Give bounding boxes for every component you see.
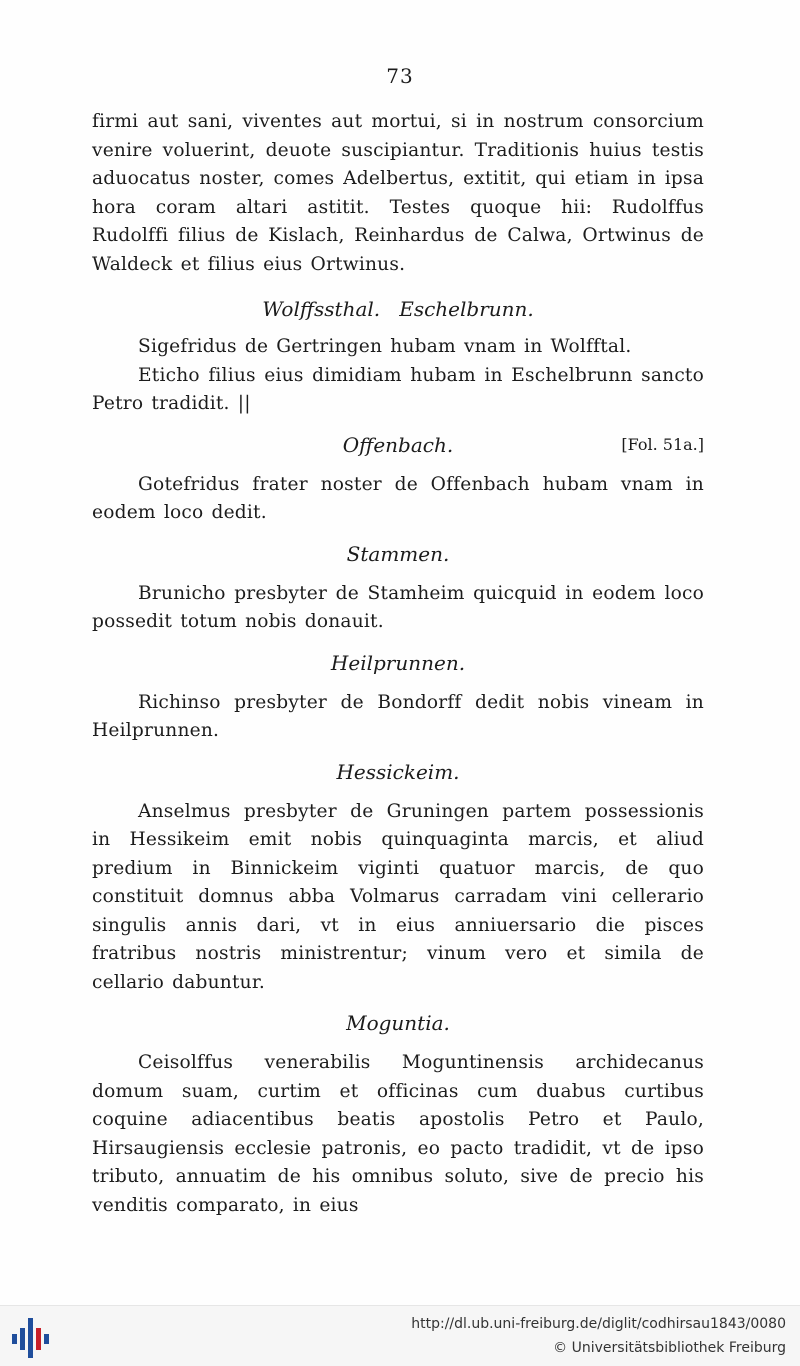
paragraph-brunicho: Brunicho presbyter de Stamheim quicquid in eodem loco possedit totum nobis donauit.	[92, 582, 704, 632]
section-heading-hessickeim: Hessickeim.	[336, 759, 460, 784]
copyright-notice: © Universitätsbibliothek Freiburg	[553, 1340, 786, 1356]
section-heading-stammen: Stammen.	[346, 541, 450, 566]
paragraph-sigefridus: Sigefridus de Gertringen hubam vnam in Wolfftal.	[138, 336, 632, 357]
folio-reference: [Fol. 51a.]	[621, 434, 704, 454]
section-heading-moguntia: Moguntia.	[346, 1011, 450, 1035]
heading-offenbach-text: Offenbach.	[342, 432, 454, 457]
paragraph-ceisolffus: Ceisolffus venerabilis Moguntinensis archidecanus domum suam, curtim et officinas cum duabus curtibus coquine adiacentibus beatis apostolis Petro et Paulo, Hirsaugiensis ecclesie patronis, eo pacto tradidit, vt de ipso tributo, annuatim de his omnibus soluto, sive de precio his venditis comparato, in eius	[92, 1052, 704, 1216]
viewer-footer	[0, 1305, 800, 1366]
page-number: 73	[386, 64, 414, 88]
section-heading-wolffssthal-eschelbrunn: Wolffssthal. Eschelbrunn.	[262, 297, 534, 321]
paragraph-anselmus: Anselmus presbyter de Gruningen partem possessionis in Hessikeim emit nobis quinquaginta marcis, et aliud predium in Binnickeim viginti quatuor marcis, de quo constituit domnus abba Volmarus carradam vini cellerario singulis annis dari, vt in eius anniuersario die pisces fratribus nostris ministrentur; vinum vero et simila de cellario dabuntur.	[92, 800, 704, 993]
paragraph-eticho: Eticho filius eius dimidiam hubam in Eschelbrunn sancto Petro tradidit. ||	[92, 364, 704, 414]
paragraph-richinso: Richinso presbyter de Bondorff dedit nobis vineam in Heilprunnen.	[92, 691, 704, 741]
permalink-url[interactable]: http://dl.ub.uni-freiburg.de/diglit/codhirsau1843/0080	[411, 1316, 786, 1332]
paragraph-continuation: firmi aut sani, viventes aut mortui, si in nostrum consorcium venire voluerint, deuote suscipiantur. Traditionis huius testis aduocatus noster, comes Adelbertus, extitit, qui etiam in ipsa hora coram altari astitit. Testes quoque hii: Rudolffus Rudolffi filius de Kislach, Reinhardus de Calwa, Ortwinus de Waldeck et filius eius Ortwinus.	[92, 111, 704, 275]
section-heading-heilprunnen: Heilprunnen.	[330, 650, 466, 675]
section-heading-offenbach	[92, 427, 704, 463]
paragraph-gotefridus: Gotefridus frater noster de Offenbach hubam vnam in eodem loco dedit.	[92, 473, 704, 523]
page-content	[92, 108, 704, 1220]
ub-freiburg-logo-icon[interactable]	[10, 1314, 52, 1360]
